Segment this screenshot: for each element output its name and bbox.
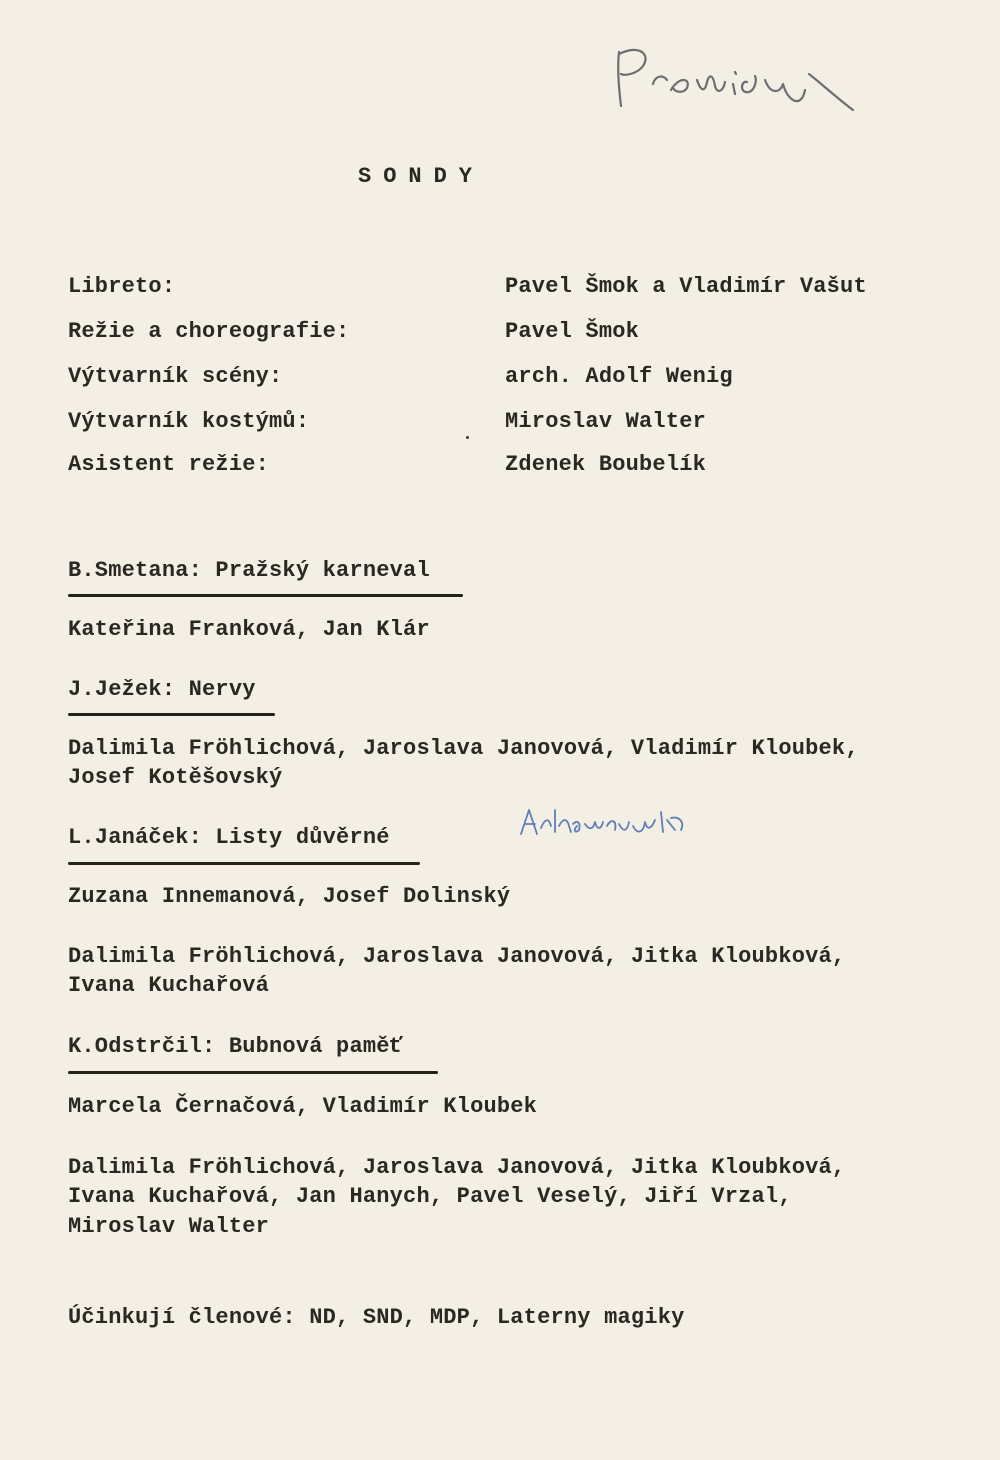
piece-heading: L.Janáček: Listy důvěrné	[68, 825, 390, 850]
credit-role-assistant: Asistent režie:	[68, 452, 270, 477]
credit-role-libreto: Libreto:	[68, 274, 176, 299]
handwritten-blue-annotation	[515, 800, 695, 850]
piece-heading: J.Ježek: Nervy	[68, 677, 256, 702]
heading-underline	[68, 1071, 438, 1074]
cast-line: Josef Kotěšovský	[68, 765, 283, 790]
performers-footer: Účinkují členové: ND, SND, MDP, Laterny magiky	[68, 1305, 685, 1330]
cast-line: Ivana Kuchařová, Jan Hanych, Pavel Veselý, Jiří Vrzal,	[68, 1184, 792, 1209]
page-title: SONDY	[358, 164, 485, 189]
credit-name-set-design: arch. Adolf Wenig	[505, 364, 733, 389]
credit-name-costume-design: Miroslav Walter	[505, 409, 707, 434]
cast-line: Miroslav Walter	[68, 1214, 270, 1239]
heading-underline	[68, 713, 275, 716]
heading-underline	[68, 594, 463, 597]
cast-line: Dalimila Fröhlichová, Jaroslava Janovová, Vladimír Kloubek,	[68, 736, 859, 761]
cast-line: Ivana Kuchařová	[68, 973, 270, 998]
credit-role-set-design: Výtvarník scény:	[68, 364, 283, 389]
piece-heading: K.Odstrčil: Bubnová paměť	[68, 1034, 404, 1059]
cast-line: Marcela Černačová, Vladimír Kloubek	[68, 1094, 538, 1119]
cast-line: Dalimila Fröhlichová, Jaroslava Janovová, Jitka Kloubková,	[68, 1155, 846, 1180]
cast-line: Dalimila Fröhlichová, Jaroslava Janovová, Jitka Kloubková,	[68, 944, 846, 969]
handwritten-premiera-note	[605, 40, 865, 130]
credit-name-libreto: Pavel Šmok a Vladimír Vašut	[505, 274, 867, 299]
cast-line: Zuzana Innemanová, Josef Dolinský	[68, 884, 511, 909]
credit-name-direction: Pavel Šmok	[505, 319, 640, 344]
credit-role-costume-design: Výtvarník kostýmů:	[68, 409, 310, 434]
credit-role-direction: Režie a choreografie:	[68, 319, 350, 344]
piece-heading: B.Smetana: Pražský karneval	[68, 558, 430, 583]
heading-underline	[68, 862, 420, 865]
credit-name-assistant: Zdenek Boubelík	[505, 452, 707, 477]
cast-line: Kateřina Franková, Jan Klár	[68, 617, 430, 642]
stray-dot	[466, 436, 469, 439]
